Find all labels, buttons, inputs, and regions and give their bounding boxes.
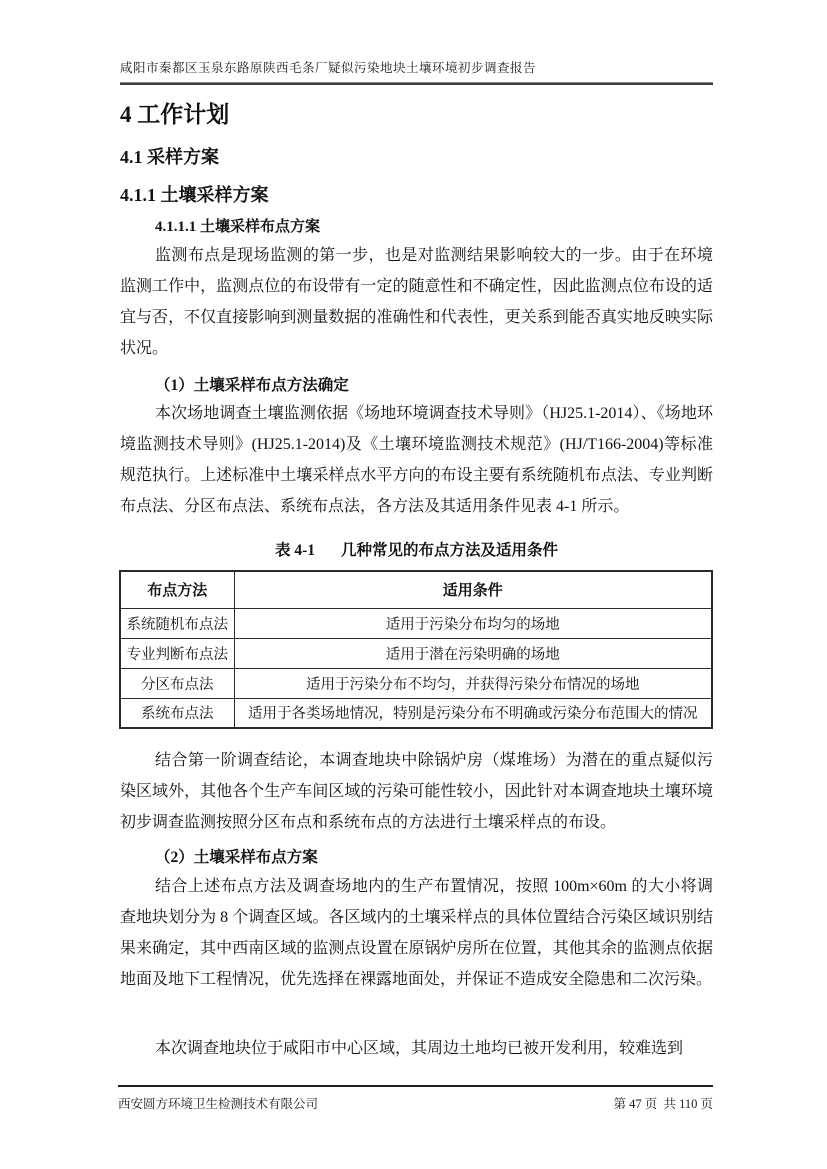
- paragraph-standards: 本次场地调查土壤监测依据《场地环境调查技术导则》（HJ25.1-2014）、《场地环境监测技术导则》(HJ25.1-2014)及《土壤环境监测技术规范》(HJ/T166-2004)等标准规范执行。上述标准中土壤采样点水平方向的布设主要有系统随机布点法、专业判断布点法、分区布点法、系统布点法，各方法及其适用条件见表 4-1 所示。: [120, 405, 713, 515]
- table-cell-method: 系统随机布点法: [120, 608, 234, 638]
- running-header-title: 咸阳市秦都区玉泉东路原陕西毛条厂疑似污染地块土壤环境初步调查报告: [120, 61, 537, 75]
- heading-section: 4.1 采样方案: [120, 147, 219, 167]
- table-row: [120, 698, 712, 728]
- heading-subsubsection: 4.1.1.1 土壤采样布点方案: [155, 219, 321, 235]
- heading-chapter: 4 工作计划: [120, 102, 230, 127]
- table-cell-condition: 适用于潜在污染明确的场地: [234, 638, 712, 668]
- table-row: [120, 638, 712, 668]
- table-cell-condition: 适用于污染分布均匀的场地: [234, 608, 712, 638]
- table-row: [120, 608, 712, 638]
- table-cell-condition: 适用于各类场地情况，特别是污染分布不明确或污染分布范围大的情况: [234, 698, 712, 728]
- table-row: [120, 668, 712, 698]
- inline-heading-layout-plan: （2）土壤采样布点方案: [155, 849, 318, 866]
- inline-heading-method-determination: （1）土壤采样布点方法确定: [155, 377, 349, 394]
- paragraph-phase1-conclusion: 结合第一阶调查结论，本调查地块中除锅炉房（煤堆场）为潜在的重点疑似污染区域外，其他各个生产车间区域的污染可能性较小，因此针对本调查地块土壤环境初步调查监测按照分区布点和系统布点的方法进行土壤采样点的布设。: [120, 752, 713, 831]
- heading-subsection: 4.1.1 土壤采样方案: [120, 185, 269, 205]
- footer-page-number: 第 47 页 共 110 页: [613, 1097, 713, 1111]
- table-caption-title: 几种常见的布点方法及适用条件: [341, 542, 559, 559]
- table-header-row: [120, 571, 712, 608]
- table-caption-label: 表 4-1: [274, 542, 316, 559]
- table-cell-method: 分区布点法: [120, 668, 234, 698]
- paragraph-zoning-plan: 结合上述布点方法及调查场地内的生产布置情况，按照 100m×60m 的大小将调查地块划分为 8 个调查区域。各区域内的土壤采样点的具体位置结合污染区域识别结果来确定，其中西南区域的监测点设置在原锅炉房所在位置，其他其余的监测点依据地面及地下工程情况，优先选择在裸露地面处，并保证不造成安全隐患和二次污染。: [120, 878, 713, 988]
- table-header-method: 布点方法: [120, 571, 234, 608]
- running-footer: [118, 1085, 713, 1112]
- table-header-condition: 适用条件: [234, 571, 712, 608]
- layout-methods-table: [119, 570, 713, 729]
- table-caption: [120, 538, 713, 560]
- paragraph-monitoring-intro: 监测布点是现场监测的第一步，也是对监测结果影响较大的一步。由于在环境监测工作中，监测点位的布设带有一定的随意性和不确定性，因此监测点位布设的适宜与否，不仅直接影响到测量数据的准确性和代表性，更关系到能否真实地反映实际状况。: [120, 247, 713, 357]
- table-cell-method: 专业判断布点法: [120, 638, 234, 668]
- paragraph-location-continued: 本次调查地块位于咸阳市中心区域，其周边土地均已被开发利用，较难选到: [155, 1040, 684, 1057]
- table-cell-method: 系统布点法: [120, 698, 234, 728]
- table-cell-condition: 适用于污染分布不均匀，并获得污染分布情况的场地: [234, 668, 712, 698]
- footer-company: 西安圆方环境卫生检测技术有限公司: [118, 1097, 319, 1111]
- running-header: [120, 58, 713, 83]
